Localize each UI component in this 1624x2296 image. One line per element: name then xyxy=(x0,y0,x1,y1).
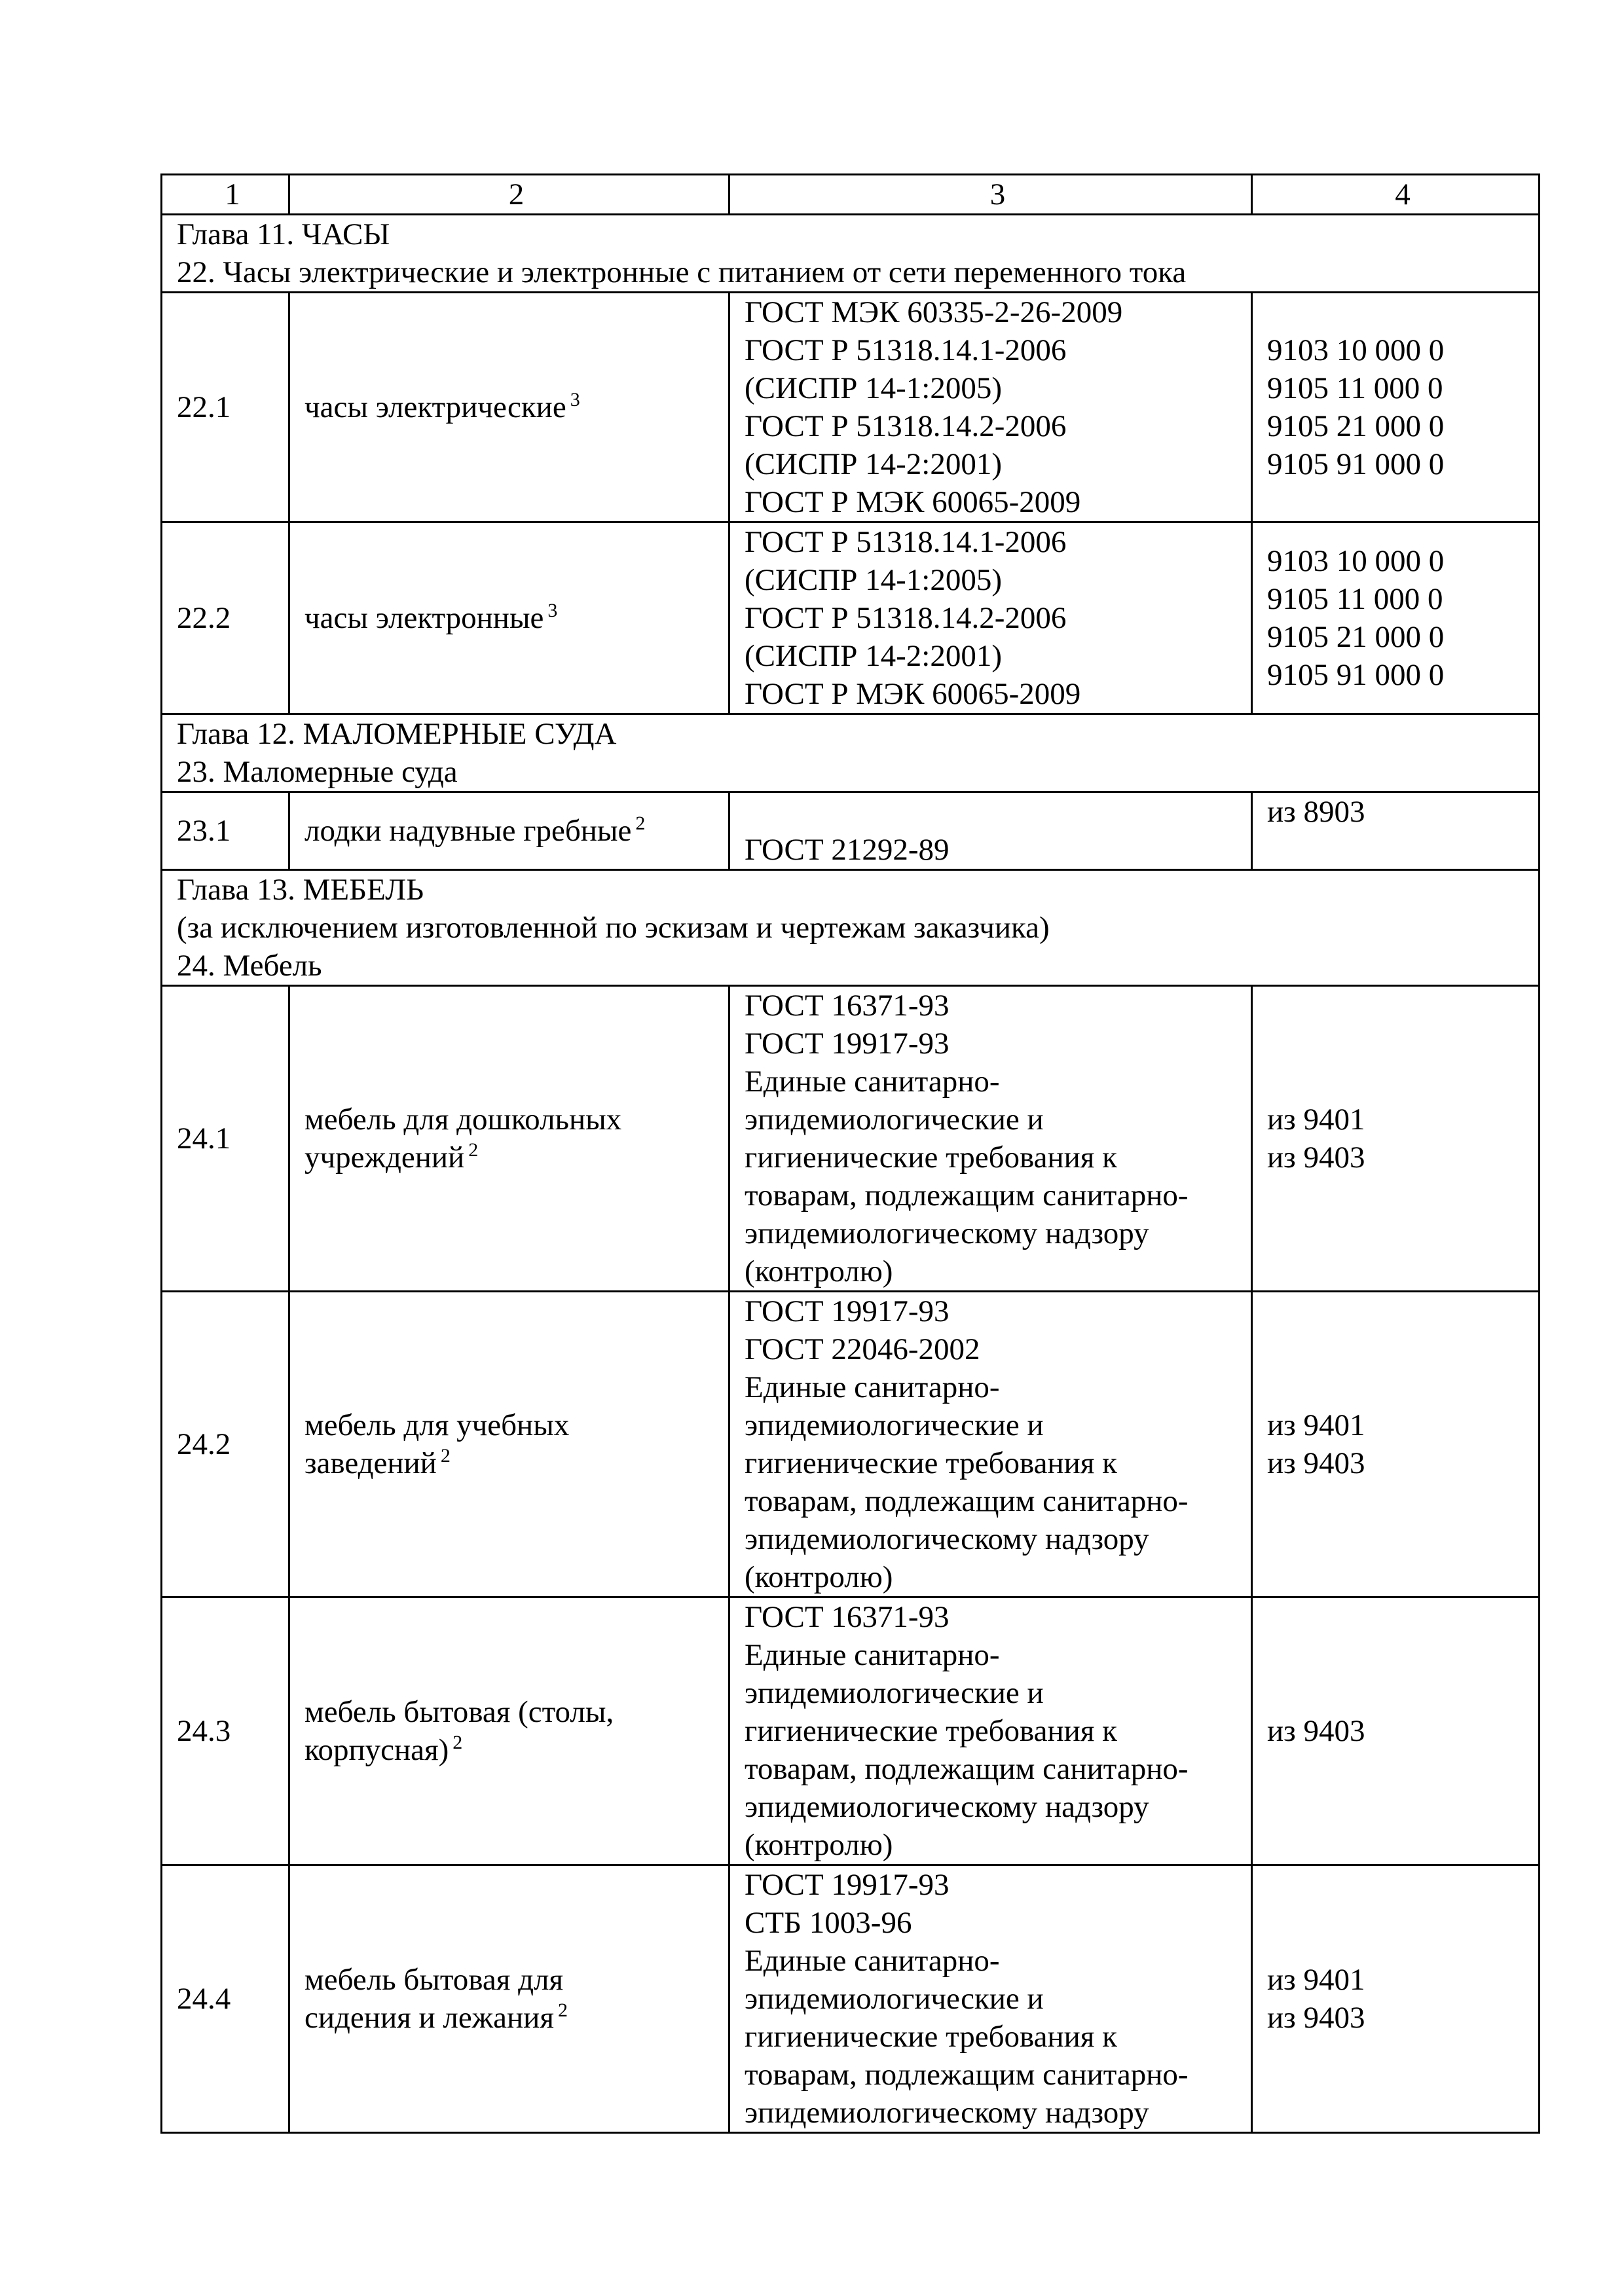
item-number: 22.1 xyxy=(162,293,289,522)
product-name: сидения и лежания xyxy=(304,2001,554,2035)
column-header: 4 xyxy=(1252,175,1540,215)
item-number: 24.4 xyxy=(162,1865,289,2133)
standard-document: товарам, подлежащим санитарно- xyxy=(745,2058,1189,2092)
standard-document: (контролю) xyxy=(745,1254,893,1288)
tn-ved-codes-cell xyxy=(1252,1865,1540,2133)
tn-ved-codes-cell xyxy=(1252,293,1540,522)
tn-ved-code: 9105 91 000 0 xyxy=(1267,447,1445,481)
chapter-row xyxy=(162,870,1540,986)
tn-ved-codes-cell xyxy=(1252,1292,1540,1597)
standards-table xyxy=(160,173,1540,2134)
footnote-mark: 2 xyxy=(468,1139,479,1161)
standard-document: (контролю) xyxy=(745,1828,893,1862)
standard-document: товарам, подлежащим санитарно- xyxy=(745,1752,1189,1786)
standard-document: ГОСТ Р 51318.14.2-2006 xyxy=(745,601,1067,635)
table-body xyxy=(162,175,1540,2133)
product-name: лодки надувные гребные xyxy=(304,814,632,848)
column-header: 1 xyxy=(162,175,289,215)
product-name: корпусная) xyxy=(304,1733,449,1767)
product-name: мебель бытовая (столы, xyxy=(304,1695,614,1729)
standard-document: эпидемиологическому надзору xyxy=(745,1216,1149,1250)
footnote-mark: 3 xyxy=(570,389,580,411)
standard-document: гигиенические требования к xyxy=(745,1140,1117,1175)
chapter-row xyxy=(162,215,1540,293)
standard-document: Единые санитарно- xyxy=(745,1638,1000,1672)
standards-cell xyxy=(729,1865,1252,2133)
product-name-cell xyxy=(289,522,729,714)
standard-document: эпидемиологическому надзору xyxy=(745,2096,1149,2130)
standard-document: ГОСТ 19917-93 xyxy=(745,1868,950,1902)
standard-document: Единые санитарно- xyxy=(745,1944,1000,1978)
table-row xyxy=(162,1865,1540,2133)
standard-document: товарам, подлежащим санитарно- xyxy=(745,1178,1189,1212)
standard-document: эпидемиологические и xyxy=(745,1102,1044,1137)
tn-ved-code: из 9401 xyxy=(1267,1963,1365,1997)
table-row xyxy=(162,1292,1540,1597)
chapter-heading-line: Глава 13. МЕБЕЛЬ xyxy=(177,873,424,907)
standard-document: ГОСТ 19917-93 xyxy=(745,1294,950,1328)
tn-ved-code: из 9401 xyxy=(1267,1102,1365,1137)
standards-cell xyxy=(729,293,1252,522)
tn-ved-codes-cell xyxy=(1252,986,1540,1292)
product-name: часы электронные xyxy=(304,601,544,635)
tn-ved-code: 9105 11 000 0 xyxy=(1267,371,1443,405)
item-number: 24.1 xyxy=(162,986,289,1292)
standard-document: ГОСТ Р МЭК 60065-2009 xyxy=(745,485,1081,519)
standard-document: ГОСТ 21292-89 xyxy=(745,833,950,867)
standard-document: СТБ 1003-96 xyxy=(745,1906,912,1940)
tn-ved-codes-cell xyxy=(1252,1597,1540,1865)
standards-cell xyxy=(729,522,1252,714)
standard-document: (СИСПР 14-1:2005) xyxy=(745,371,1002,405)
standard-document: эпидемиологическому надзору xyxy=(745,1790,1149,1824)
item-number: 24.2 xyxy=(162,1292,289,1597)
standard-document: ГОСТ 22046-2002 xyxy=(745,1332,980,1366)
chapter-heading xyxy=(162,714,1540,792)
standards-cell xyxy=(729,986,1252,1292)
item-number: 23.1 xyxy=(162,792,289,870)
standards-cell xyxy=(729,792,1252,870)
standard-document: Единые санитарно- xyxy=(745,1065,1000,1099)
standard-document: ГОСТ 16371-93 xyxy=(745,989,950,1023)
chapter-heading xyxy=(162,870,1540,986)
chapter-heading-line: Глава 11. ЧАСЫ xyxy=(177,217,390,251)
table-row xyxy=(162,986,1540,1292)
standard-document: гигиенические требования к xyxy=(745,1714,1117,1748)
tn-ved-codes-cell xyxy=(1252,792,1540,870)
tn-ved-code: 9105 11 000 0 xyxy=(1267,582,1443,616)
tn-ved-code: из 9403 xyxy=(1267,1446,1365,1480)
product-name: мебель для учебных xyxy=(304,1408,570,1442)
footnote-mark: 2 xyxy=(440,1445,451,1467)
product-name: часы электрические xyxy=(304,390,566,424)
standard-document: гигиенические требования к xyxy=(745,1446,1117,1480)
product-name-cell xyxy=(289,1597,729,1865)
chapter-row xyxy=(162,714,1540,792)
standard-document: эпидемиологические и xyxy=(745,1982,1044,2016)
standard-document: (СИСПР 14-1:2005) xyxy=(745,563,1002,597)
footnote-mark: 3 xyxy=(547,600,558,622)
standard-document: ГОСТ МЭК 60335-2-26-2009 xyxy=(745,295,1123,329)
tn-ved-code: 9105 91 000 0 xyxy=(1267,658,1445,692)
standard-document: (СИСПР 14-2:2001) xyxy=(745,447,1002,481)
standard-document: ГОСТ Р 51318.14.1-2006 xyxy=(745,333,1067,367)
standards-cell xyxy=(729,1597,1252,1865)
product-name-cell xyxy=(289,986,729,1292)
chapter-heading-line: 22. Часы электрические и электронные с питанием от сети переменного тока xyxy=(177,255,1187,289)
table-row xyxy=(162,522,1540,714)
chapter-heading-line: Глава 12. МАЛОМЕРНЫЕ СУДА xyxy=(177,717,617,751)
tn-ved-code: из 9401 xyxy=(1267,1408,1365,1442)
standard-document: ГОСТ Р МЭК 60065-2009 xyxy=(745,677,1081,711)
chapter-heading-line: 23. Маломерные суда xyxy=(177,755,458,789)
table-row xyxy=(162,293,1540,522)
footnote-mark: 2 xyxy=(635,812,646,835)
product-name: мебель для дошкольных xyxy=(304,1102,622,1137)
footnote-mark: 2 xyxy=(557,1999,568,2022)
product-name: учреждений xyxy=(304,1140,465,1175)
standard-document: (СИСПР 14-2:2001) xyxy=(745,639,1002,673)
standards-cell xyxy=(729,1292,1252,1597)
column-header: 3 xyxy=(729,175,1252,215)
product-name-cell xyxy=(289,792,729,870)
item-number: 22.2 xyxy=(162,522,289,714)
chapter-heading xyxy=(162,215,1540,293)
standard-document: гигиенические требования к xyxy=(745,2020,1117,2054)
product-name-cell xyxy=(289,1865,729,2133)
product-name: мебель бытовая для xyxy=(304,1963,564,1997)
column-header: 2 xyxy=(289,175,729,215)
tn-ved-code: 9105 21 000 0 xyxy=(1267,620,1445,654)
standard-document: (контролю) xyxy=(745,1560,893,1594)
tn-ved-code: 9105 21 000 0 xyxy=(1267,409,1445,443)
product-name-cell xyxy=(289,1292,729,1597)
footnote-mark: 2 xyxy=(452,1732,463,1754)
tn-ved-code: из 9403 xyxy=(1267,1714,1365,1748)
tn-ved-codes-cell xyxy=(1252,522,1540,714)
table-row xyxy=(162,792,1540,870)
tn-ved-code: из 9403 xyxy=(1267,1140,1365,1175)
standard-document: ГОСТ 19917-93 xyxy=(745,1027,950,1061)
item-number: 24.3 xyxy=(162,1597,289,1865)
product-name: заведений xyxy=(304,1446,437,1480)
standard-document: ГОСТ Р 51318.14.2-2006 xyxy=(745,409,1067,443)
chapter-heading-line: (за исключением изготовленной по эскизам и чертежам заказчика) xyxy=(177,911,1050,945)
standard-document: товарам, подлежащим санитарно- xyxy=(745,1484,1189,1518)
standard-document: Единые санитарно- xyxy=(745,1370,1000,1404)
standard-document xyxy=(745,793,1251,831)
standard-document: эпидемиологическому надзору xyxy=(745,1522,1149,1556)
column-header-row xyxy=(162,175,1540,215)
table-row xyxy=(162,1597,1540,1865)
chapter-heading-line: 24. Мебель xyxy=(177,949,322,983)
tn-ved-code: из 8903 xyxy=(1267,795,1365,829)
standard-document: эпидемиологические и xyxy=(745,1408,1044,1442)
tn-ved-code: 9103 10 000 0 xyxy=(1267,544,1445,578)
standard-document: ГОСТ Р 51318.14.1-2006 xyxy=(745,525,1067,559)
standard-document: ГОСТ 16371-93 xyxy=(745,1600,950,1634)
product-name-cell xyxy=(289,293,729,522)
tn-ved-code: из 9403 xyxy=(1267,2001,1365,2035)
tn-ved-code: 9103 10 000 0 xyxy=(1267,333,1445,367)
standard-document: эпидемиологические и xyxy=(745,1676,1044,1710)
